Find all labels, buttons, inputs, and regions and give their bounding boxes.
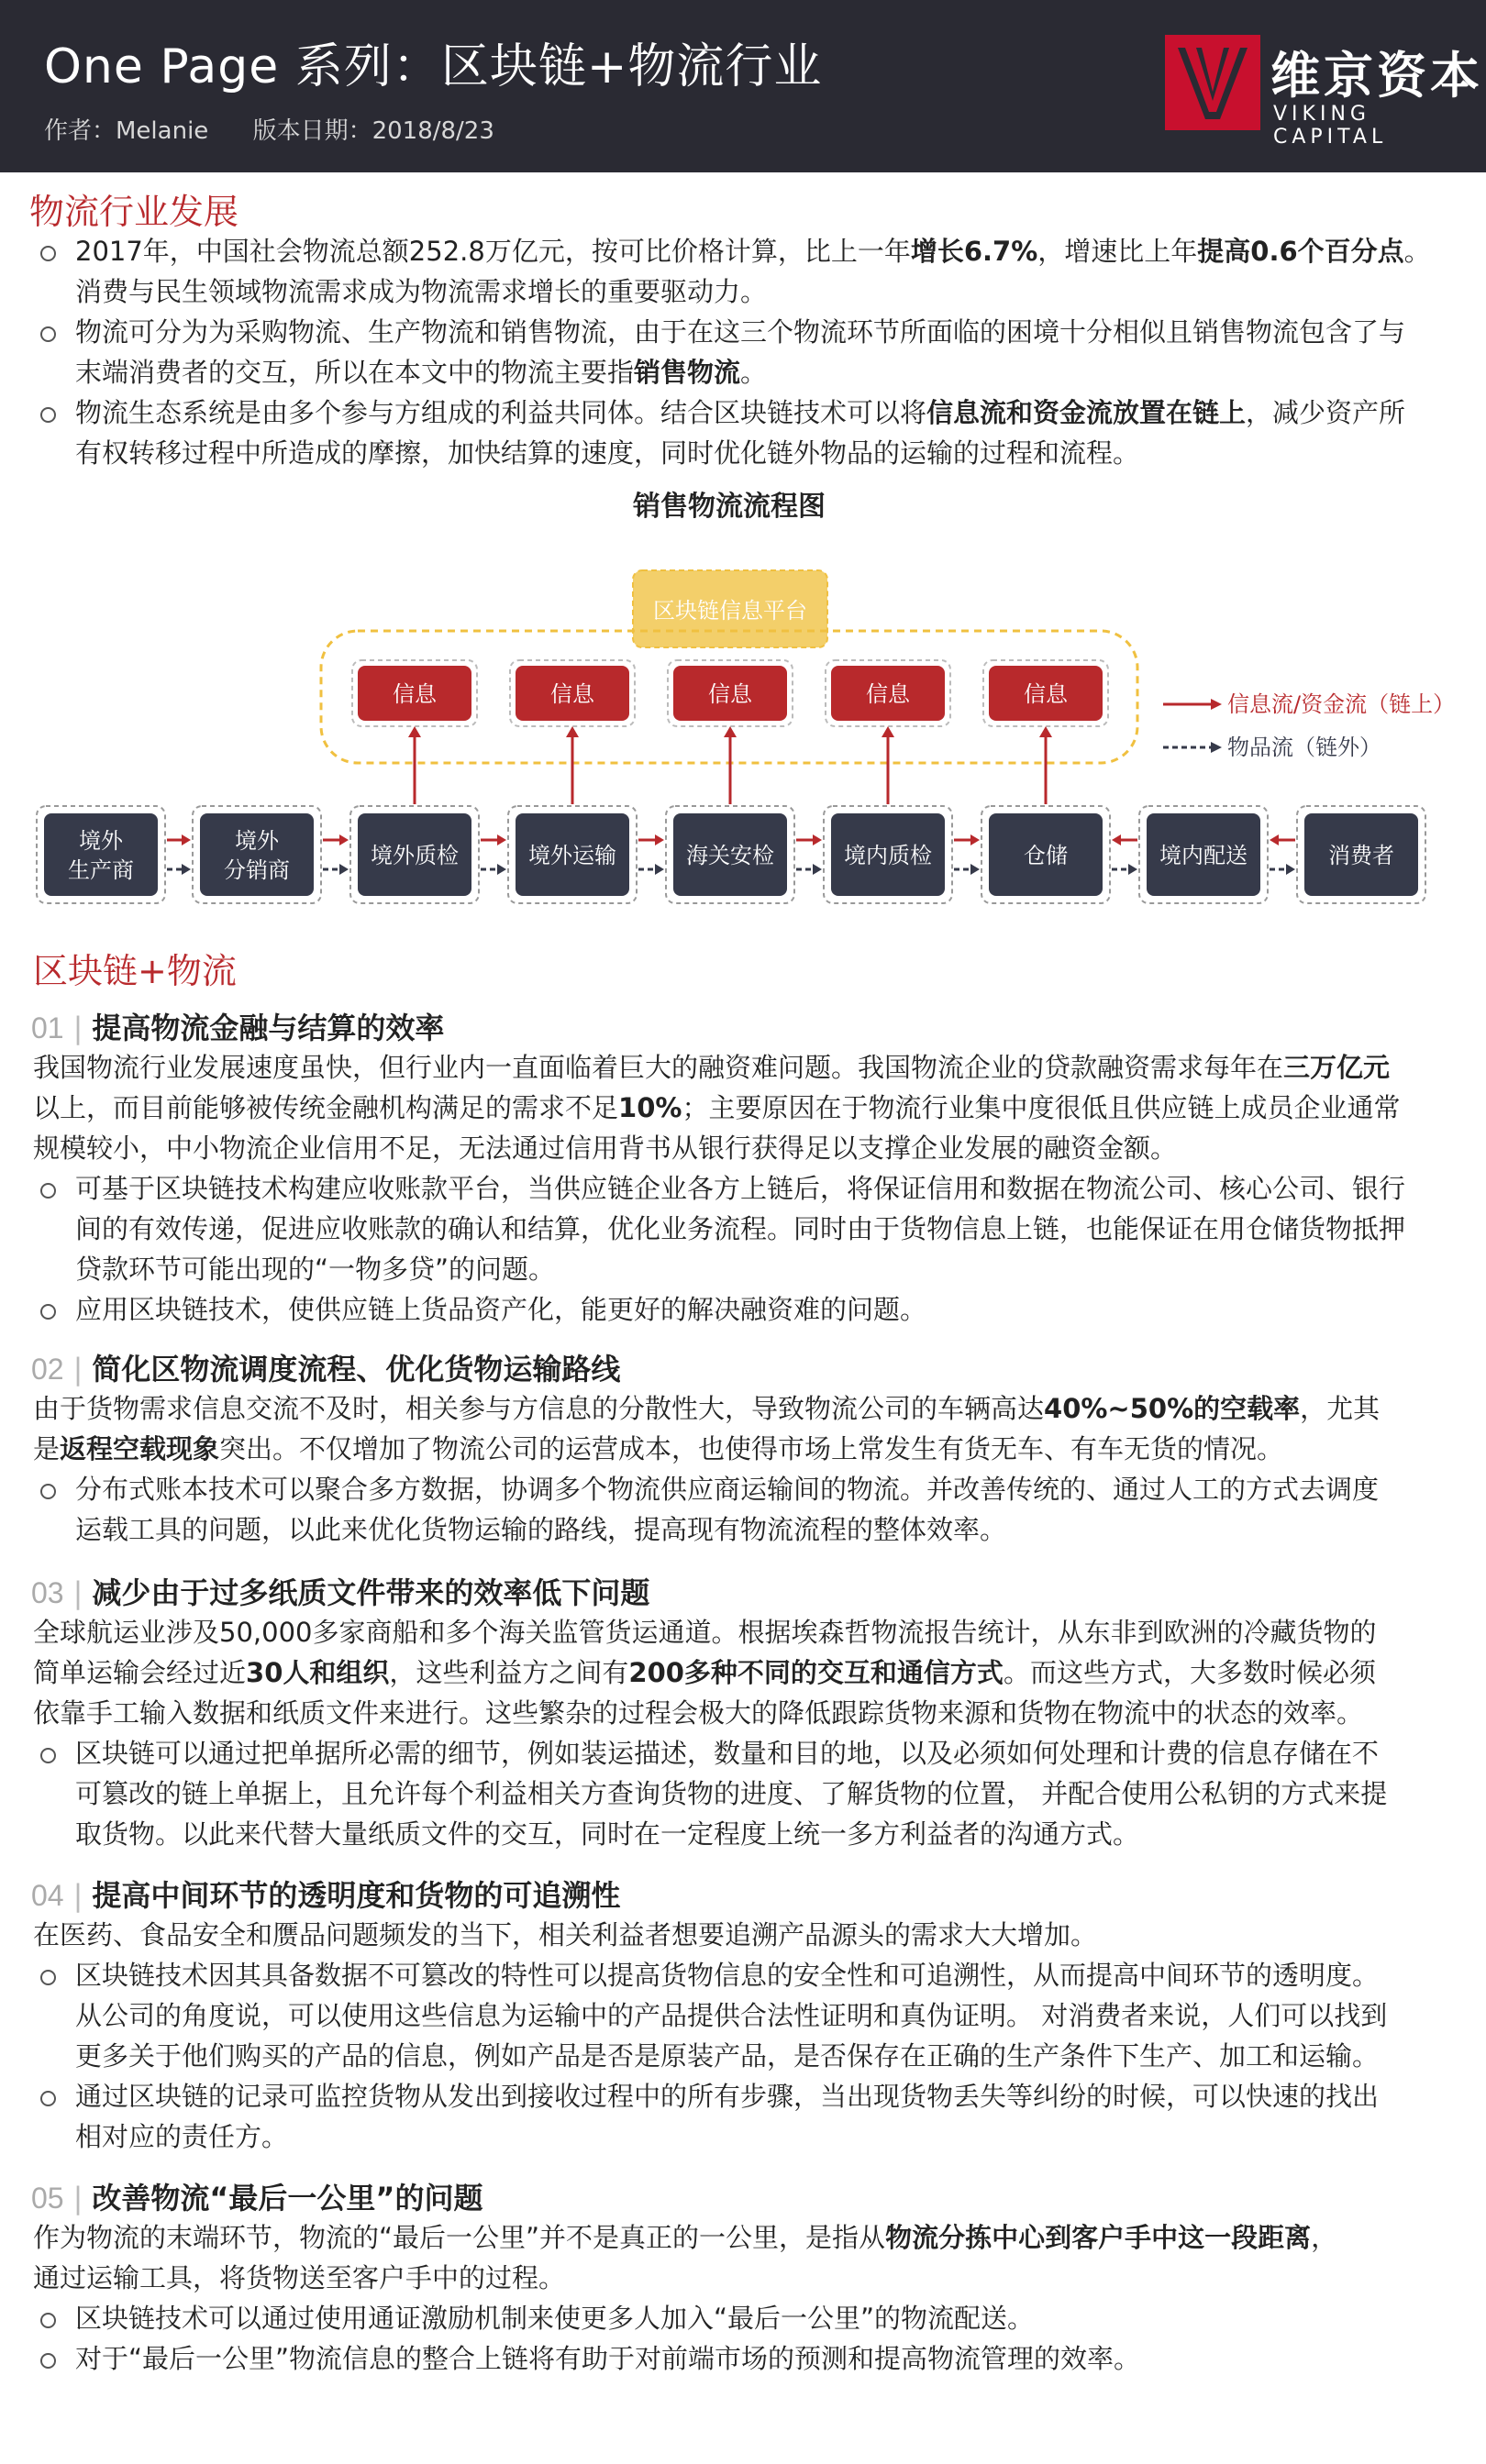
version-date: 版本日期：2018/8/23 xyxy=(252,117,494,145)
subsection-02-bullets xyxy=(37,1469,1468,1550)
logo-text-en: VIKING CAPITAL xyxy=(1273,103,1388,149)
flow-node-label: 海关安检 xyxy=(686,843,774,868)
flow-node-label: 境内质检 xyxy=(844,843,932,868)
list-item: 物流生态系统是由多个参与方组成的利益共同体。结合区块链技术可以将信息流和资金流放置在链上，减少资产所 有权转移过程中所造成的摩擦，加快结算的速度，同时优化链外物品的运输的过程和流程。 xyxy=(37,392,1468,473)
flow-node-label: 仓储 xyxy=(1024,843,1068,868)
page-header xyxy=(0,0,1486,172)
list-item: 区块链技术可以通过使用通证激励机制来使更多人加入“最后一公里”的物流配送。 xyxy=(37,2298,1468,2338)
subsection-01-title: 01 | 提高物流金融与结算的效率 xyxy=(31,1011,445,1045)
info-box-label: 信息 xyxy=(393,681,437,707)
info-upload-arrowhead xyxy=(408,726,421,737)
list-item: 2017年，中国社会物流总额252.8万亿元，按可比价格计算，比上一年增长6.7%，增速比上年提高0.6个百分点。 消费与民生领域物流需求成为物流需求增长的重要驱动力。 xyxy=(37,231,1468,312)
list-item: 通过区块链的记录可监控货物从发出到接收过程中的所有步骤，当出现货物丢失等纠纷的时候，可以快速的找出 相对应的责任方。 xyxy=(37,2076,1468,2157)
list-item: 对于“最后一公里”物流信息的整合上链将有助于对前端市场的预测和提高物流管理的效率。 xyxy=(37,2338,1468,2379)
goods-flow-arrowhead xyxy=(497,864,506,875)
goods-flow-arrowhead xyxy=(970,864,980,875)
flowchart-title: 销售物流流程图 xyxy=(633,491,826,523)
flow-node-label: 境外 xyxy=(79,828,123,854)
subsection-01-bullets xyxy=(37,1168,1468,1330)
subsection-03-title: 03 | 减少由于过多纸质文件带来的效率低下问题 xyxy=(31,1575,650,1610)
logistics-bullets xyxy=(37,231,1468,473)
legend xyxy=(1163,691,1455,760)
flow-node-label: 境外质检 xyxy=(371,843,459,868)
subsection-04-text: 在医药、食品安全和赝品问题频发的当下，相关利益者想要追溯产品源头的需求大大增加。 xyxy=(33,1919,1098,1950)
info-flow-arrowhead xyxy=(970,834,980,845)
subsection-02-text: 由于货物需求信息交流不及时，相关参与方信息的分散性大，导致物流公司的车辆高达40%~50%的空载率，尤其 是返程空载现象突出。不仅增加了物流公司的运营成本，也使得市场上常发生有货无车、有车无货的情况。 xyxy=(33,1393,1381,1464)
subsection-05-text: 作为物流的末端环节，物流的“最后一公里”并不是真正的一公里，是指从物流分拣中心到客户手中这一段距离， 通过运输工具，将货物送至客户手中的过程。 xyxy=(33,2222,1338,2293)
info-flow-arrowhead xyxy=(1270,834,1279,845)
page-title: One Page 系列：区块链+物流行业 xyxy=(44,39,823,94)
subsection-04-title: 04 | 提高中间环节的透明度和货物的可追溯性 xyxy=(31,1878,621,1913)
blockchain-platform-label: 区块链信息平台 xyxy=(653,598,807,624)
flow-node-label: 生产商 xyxy=(68,857,134,883)
list-item: 分布式账本技术可以聚合多方数据，协调多个物流供应商运输间的物流。并改善传统的、通过人工的方式去调度 运载工具的问题，以此来优化货物运输的路线，提高现有物流流程的整体效率。 xyxy=(37,1469,1468,1550)
list-item: 可基于区块链技术构建应收账款平台，当供应链企业各方上链后，将保证信用和数据在物流公司、核心公司、银行 间的有效传递，促进应收账款的确认和结算，优化业务流程。同时由于货物信息上链，也能保证在用仓储货物抵押 贷款环节可能出现的“一物多贷”的问题。 xyxy=(37,1168,1468,1289)
info-upload-arrowhead xyxy=(1039,726,1052,737)
flow-node-label: 分销商 xyxy=(224,857,290,883)
info-flow-arrowhead xyxy=(182,834,191,845)
goods-flow-arrowhead xyxy=(339,864,349,875)
list-item: 应用区块链技术，使供应链上货品资产化，能更好的解决融资难的问题。 xyxy=(37,1289,1468,1330)
header-meta xyxy=(44,112,531,146)
list-item: 物流可分为为采购物流、生产物流和销售物流，由于在这三个物流环节所面临的困境十分相似且销售物流包含了与 末端消费者的交互，所以在本文中的物流主要指销售物流。 xyxy=(37,312,1468,392)
info-boxes xyxy=(352,660,1108,804)
info-upload-arrowhead xyxy=(724,726,737,737)
flow-node-label: 消费者 xyxy=(1328,843,1394,868)
info-flow-arrowhead xyxy=(497,834,506,845)
subsection-03-text: 全球航运业涉及50,000多家商船和多个海关监管货运通道。根据埃森哲物流报告统计，从东非到欧洲的冷藏货物的 简单运输会经过近30人和组织，这些利益方之间有200多种不同的交互和通信方式。而这些方式，大多数时候必须 依靠手工输入数据和纸质文件来进行。这些繁杂的过程会极大的降低跟踪货物来源和货物在物流中的状态的效率。 xyxy=(33,1617,1377,1729)
flow-node-label: 境外运输 xyxy=(528,843,616,868)
info-flow-arrowhead xyxy=(339,834,349,845)
legend-goods-flow: 物品流（链外） xyxy=(1227,735,1381,760)
goods-flow-arrowhead xyxy=(182,864,191,875)
info-upload-arrowhead xyxy=(566,726,579,737)
sales-logistics-flowchart xyxy=(0,486,1486,926)
info-flow-arrowhead xyxy=(813,834,822,845)
subsection-05-bullets xyxy=(37,2298,1468,2379)
flow-nodes xyxy=(37,806,1425,903)
logo-text-cn: 维京资本 xyxy=(1270,47,1483,105)
info-upload-arrowhead xyxy=(882,726,894,737)
info-flow-arrowhead xyxy=(655,834,664,845)
list-item: 区块链可以通过把单据所必需的细节，例如装运描述，数量和目的地，以及必须如何处理和计费的信息存储在不 可篡改的链上单据上，且允许每个利益相关方查询货物的进度、了解货物的位置， 并配合使用公私钥的方式来提 取货物。以此来代替大量纸质文件的交互，同时在一定程度上统一多方利益者的沟通方式。 xyxy=(37,1733,1468,1854)
goods-flow-arrowhead xyxy=(813,864,822,875)
flow-node-box xyxy=(200,813,314,896)
info-box-label: 信息 xyxy=(866,681,910,707)
flow-node-label: 境外 xyxy=(235,828,279,854)
list-item: 区块链技术因其具备数据不可篡改的特性可以提高货物信息的安全性和可追溯性，从而提高中间环节的透明度。 从公司的角度说，可以使用这些信息为运输中的产品提供合法性证明和真伪证明。 对消费者来说，人们可以找到 更多关于他们购买的产品的信息，例如产品是否是原装产品，是否保存在正确的生产条件下生产、加工和运输。 xyxy=(37,1955,1468,2076)
legend-info-flow: 信息流/资金流（链上） xyxy=(1227,691,1456,717)
section-title-logistics: 物流行业发展 xyxy=(29,192,239,232)
info-flow-arrowhead xyxy=(1112,834,1121,845)
goods-flow-arrowhead xyxy=(1128,864,1137,875)
goods-flow-arrowhead xyxy=(1286,864,1295,875)
subsection-03-bullets xyxy=(37,1733,1468,1854)
goods-flow-arrowhead xyxy=(655,864,664,875)
flow-node-box xyxy=(44,813,158,896)
flow-node-label: 境内配送 xyxy=(1159,843,1248,868)
info-box-label: 信息 xyxy=(708,681,752,707)
subsection-02-title: 02 | 简化区物流调度流程、优化货物运输路线 xyxy=(31,1352,621,1387)
subsection-05-title: 05 | 改善物流“最后一公里”的问题 xyxy=(31,2181,483,2215)
section-title-blockchain-logistics: 区块链+物流 xyxy=(33,951,237,991)
subsection-01-text: 我国物流行业发展速度虽快，但行业内一直面临着巨大的融资难问题。我国物流企业的贷款融资需求每年在三万亿元 以上，而目前能够被传统金融机构满足的需求不足10%；主要原因在于物流行业集中度很低且供应链上成员企业通常 规模较小，中小物流企业信用不足，无法通过信用背书从银行获得足以支撑企业发展的融资金额。 xyxy=(33,1052,1401,1164)
info-box-label: 信息 xyxy=(550,681,594,707)
author: 作者：Melanie xyxy=(44,117,209,145)
viking-logo-icon xyxy=(1165,35,1260,130)
info-box-label: 信息 xyxy=(1024,681,1068,707)
subsection-04-bullets xyxy=(37,1955,1468,2157)
